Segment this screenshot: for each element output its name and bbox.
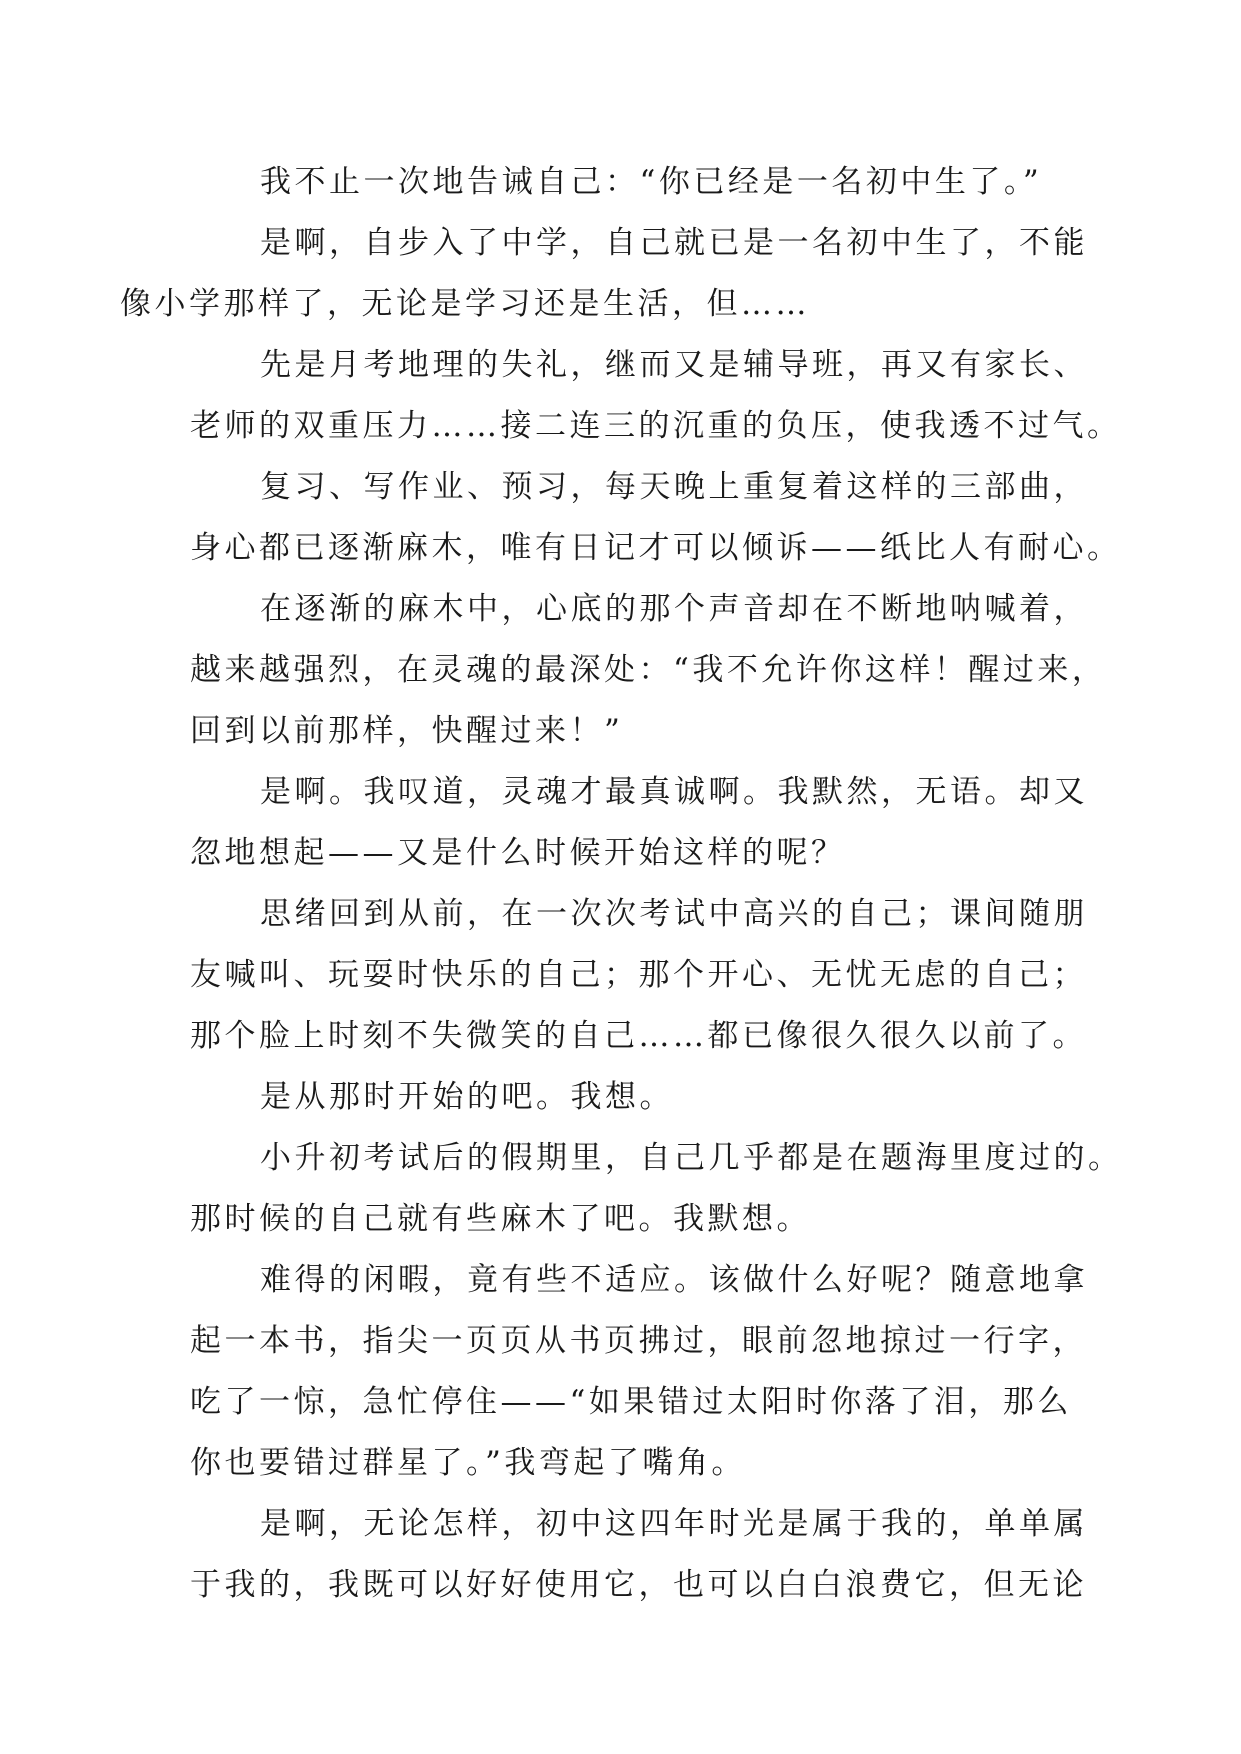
text-line: 吃了一惊，急忙停住——“如果错过太阳时你落了泪，那么 (190, 1384, 1072, 1420)
text-line: 身心都已逐渐麻木，唯有日记才可以倾诉——纸比人有耐心。 (190, 530, 1122, 566)
paragraph (190, 1494, 1088, 1616)
text-line: 是啊，无论怎样，初中这四年时光是属于我的，单单属 (260, 1506, 1088, 1542)
text-line: 回到以前那样，快醒过来！” (190, 713, 624, 749)
paragraph (190, 884, 1088, 1067)
text-line: 是从那时开始的吧。我想。 (260, 1079, 674, 1115)
paragraph (190, 579, 1107, 762)
text-line: 那个脸上时刻不失微笑的自己……都已像很久很久以前了。 (190, 1018, 1087, 1054)
text-line: 那时候的自己就有些麻木了吧。我默想。 (190, 1201, 811, 1237)
text-line: 先是月考地理的失礼，继而又是辅导班，再又有家长、 (260, 347, 1088, 383)
document-body (120, 152, 1123, 1616)
text-line: 友喊叫、玩耍时快乐的自己；那个开心、无忧无虑的自己； (190, 957, 1087, 993)
text-line: 复习、写作业、预习，每天晚上重复着这样的三部曲， (260, 469, 1088, 505)
paragraph (190, 152, 1070, 213)
text-line: 难得的闲暇，竟有些不适应。该做什么好呢？随意地拿 (260, 1262, 1088, 1298)
paragraph (190, 335, 1122, 457)
text-line: 越来越强烈，在灵魂的最深处：“我不允许你这样！醒过来， (190, 652, 1107, 688)
text-line: 你也要错过群星了。”我弯起了嘴角。 (190, 1445, 746, 1481)
text-line: 像小学那样了，无论是学习还是生活，但…… (120, 286, 810, 322)
paragraph (190, 1128, 1123, 1250)
paragraph (120, 213, 1088, 335)
text-line: 思绪回到从前，在一次次考试中高兴的自己；课间随朋 (260, 896, 1088, 932)
text-line: 老师的双重压力……接二连三的沉重的负压，使我透不过气。 (190, 408, 1122, 444)
text-line: 是啊。我叹道，灵魂才最真诚啊。我默然，无语。却又 (260, 774, 1088, 810)
paragraph (190, 457, 1122, 579)
paragraph (190, 762, 1088, 884)
text-line: 于我的，我既可以好好使用它，也可以白白浪费它，但无论 (190, 1567, 1087, 1603)
text-line: 我不止一次地告诫自己：“你已经是一名初中生了。” (260, 164, 1043, 200)
text-line: 忽地想起——又是什么时候开始这样的呢？ (190, 835, 846, 871)
text-line: 是啊，自步入了中学，自己就已是一名初中生了，不能 (260, 225, 1088, 261)
text-line: 在逐渐的麻木中，心底的那个声音却在不断地呐喊着， (260, 591, 1088, 627)
text-line: 小升初考试后的假期里，自己几乎都是在题海里度过的。 (260, 1140, 1123, 1176)
text-line: 起一本书，指尖一页页从书页拂过，眼前忽地掠过一行字， (190, 1323, 1087, 1359)
paragraph (190, 1250, 1088, 1494)
paragraph (190, 1067, 1070, 1128)
